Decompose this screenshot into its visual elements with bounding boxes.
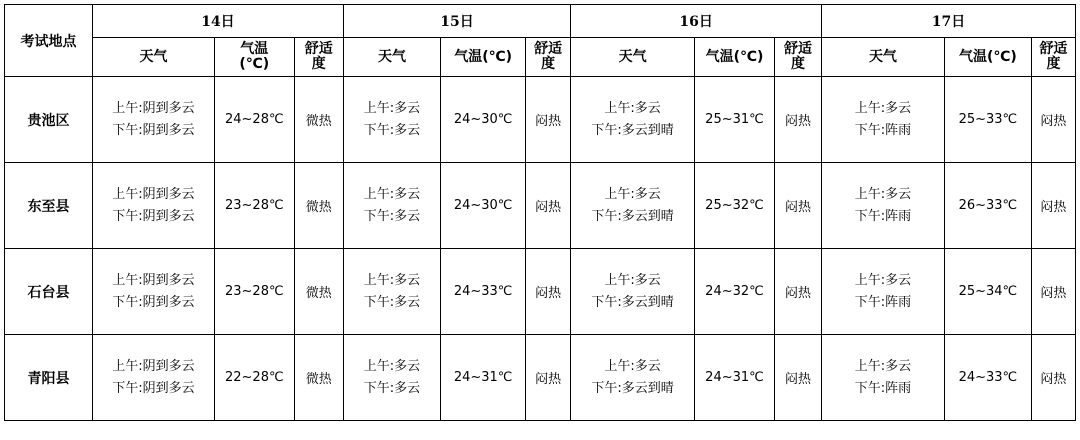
weather-column-header: 天气 bbox=[343, 38, 440, 77]
temperature-cell: 23~28℃ bbox=[214, 249, 294, 335]
comfort-cell: 闷热 bbox=[774, 163, 821, 249]
temperature-column-header: 气温 (℃) bbox=[214, 38, 294, 77]
table-row bbox=[5, 163, 1076, 249]
temperature-cell: 25~32℃ bbox=[695, 163, 775, 249]
weather-cell: 上午:阴到多云 下午:阴到多云 bbox=[93, 335, 215, 421]
weather-cell: 上午:多云 下午:多云到晴 bbox=[571, 249, 695, 335]
weather-column-header: 天气 bbox=[93, 38, 215, 77]
table-row bbox=[5, 249, 1076, 335]
weather-column-header: 天气 bbox=[822, 38, 945, 77]
temperature-column-header: 气温(℃) bbox=[944, 38, 1031, 77]
comfort-cell: 闷热 bbox=[1031, 249, 1075, 335]
weather-column-header: 天气 bbox=[571, 38, 695, 77]
table-row bbox=[5, 335, 1076, 421]
weather-cell: 上午:多云 下午:阵雨 bbox=[822, 335, 945, 421]
temperature-column-header: 气温(℃) bbox=[695, 38, 775, 77]
header-row-fields bbox=[5, 38, 1076, 77]
weather-cell: 上午:多云 下午:多云 bbox=[343, 77, 440, 163]
temperature-cell: 22~28℃ bbox=[214, 335, 294, 421]
comfort-cell: 闷热 bbox=[1031, 163, 1075, 249]
weather-cell: 上午:多云 下午:阵雨 bbox=[822, 163, 945, 249]
comfort-cell: 微热 bbox=[294, 77, 343, 163]
temperature-cell: 26~33℃ bbox=[944, 163, 1031, 249]
place-cell: 石台县 bbox=[5, 249, 93, 335]
comfort-column-header: 舒适 度 bbox=[526, 38, 571, 77]
temperature-cell: 24~32℃ bbox=[695, 249, 775, 335]
temperature-cell: 24~28℃ bbox=[214, 77, 294, 163]
comfort-cell: 微热 bbox=[294, 249, 343, 335]
weather-cell: 上午:多云 下午:多云到晴 bbox=[571, 163, 695, 249]
place-cell: 贵池区 bbox=[5, 77, 93, 163]
comfort-cell: 闷热 bbox=[526, 335, 571, 421]
comfort-column-header: 舒适 度 bbox=[294, 38, 343, 77]
comfort-cell: 闷热 bbox=[774, 77, 821, 163]
weather-cell: 上午:多云 下午:多云 bbox=[343, 335, 440, 421]
weather-cell: 上午:阴到多云 下午:阴到多云 bbox=[93, 163, 215, 249]
comfort-cell: 闷热 bbox=[526, 249, 571, 335]
temperature-column-header: 气温(℃) bbox=[441, 38, 526, 77]
comfort-column-header: 舒适 度 bbox=[1031, 38, 1075, 77]
day-header: 17日 bbox=[822, 5, 1076, 38]
temperature-cell: 24~33℃ bbox=[944, 335, 1031, 421]
comfort-cell: 闷热 bbox=[774, 249, 821, 335]
exam-site-forecast-table bbox=[4, 4, 1076, 421]
weather-cell: 上午:多云 下午:多云到晴 bbox=[571, 77, 695, 163]
temperature-cell: 24~31℃ bbox=[441, 335, 526, 421]
comfort-cell: 微热 bbox=[294, 335, 343, 421]
comfort-column-header: 舒适 度 bbox=[774, 38, 821, 77]
comfort-cell: 闷热 bbox=[526, 163, 571, 249]
comfort-cell: 闷热 bbox=[1031, 335, 1075, 421]
weather-cell: 上午:阴到多云 下午:阴到多云 bbox=[93, 77, 215, 163]
place-cell: 东至县 bbox=[5, 163, 93, 249]
weather-cell: 上午:阴到多云 下午:阴到多云 bbox=[93, 249, 215, 335]
temperature-cell: 24~31℃ bbox=[695, 335, 775, 421]
weather-cell: 上午:多云 下午:多云到晴 bbox=[571, 335, 695, 421]
weather-cell: 上午:多云 下午:多云 bbox=[343, 163, 440, 249]
temperature-cell: 25~33℃ bbox=[944, 77, 1031, 163]
weather-cell: 上午:多云 下午:阵雨 bbox=[822, 249, 945, 335]
weather-cell: 上午:多云 下午:多云 bbox=[343, 249, 440, 335]
forecast-table-wrapper bbox=[4, 4, 1076, 421]
temperature-cell: 24~30℃ bbox=[441, 163, 526, 249]
place-column-header: 考试地点 bbox=[5, 5, 93, 77]
place-cell: 青阳县 bbox=[5, 335, 93, 421]
temperature-cell: 25~31℃ bbox=[695, 77, 775, 163]
temperature-cell: 24~30℃ bbox=[441, 77, 526, 163]
temperature-cell: 25~34℃ bbox=[944, 249, 1031, 335]
day-header: 16日 bbox=[571, 5, 822, 38]
comfort-cell: 闷热 bbox=[1031, 77, 1075, 163]
day-header: 15日 bbox=[343, 5, 570, 38]
weather-cell: 上午:多云 下午:阵雨 bbox=[822, 77, 945, 163]
temperature-cell: 23~28℃ bbox=[214, 163, 294, 249]
comfort-cell: 闷热 bbox=[774, 335, 821, 421]
comfort-cell: 闷热 bbox=[526, 77, 571, 163]
table-row bbox=[5, 77, 1076, 163]
day-header: 14日 bbox=[93, 5, 344, 38]
comfort-cell: 微热 bbox=[294, 163, 343, 249]
temperature-cell: 24~33℃ bbox=[441, 249, 526, 335]
header-row-days bbox=[5, 5, 1076, 38]
